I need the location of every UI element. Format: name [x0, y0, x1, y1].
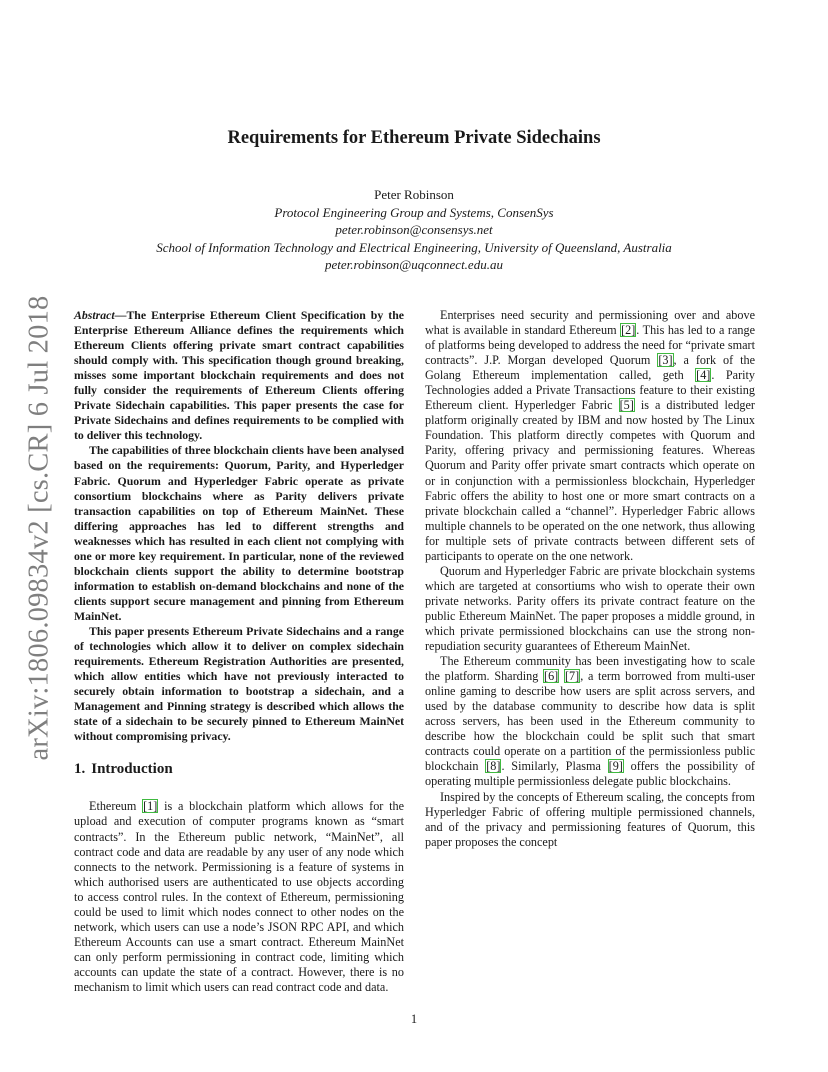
citation-link[interactable]: [7] [564, 669, 580, 684]
text-run: , a term borrowed from multi-user online gaming to describe how users are split across servers, and used by the database community to describe how data is split across servers, has been used in the Ethereum community to describe how the blockchain could be split such that smart contracts could operate on a partition of the permissionless public blockchain [425, 669, 755, 774]
text-run: . This has led to a range of platforms being developed to address the need for “private smart contracts”. J.P. Morgan developed Quorum [425, 323, 755, 368]
intro-paragraph-4 [425, 654, 755, 789]
intro-paragraph-5: Inspired by the concepts of Ethereum scaling, the concepts from Hyperledger Fabric of offering multiple permissioned channels, and of the privacy and permissioning features of Quorum, this paper proposes the concept [425, 789, 755, 849]
page-number: 1 [410, 1012, 418, 1026]
intro-paragraph-3: Quorum and Hyperledger Fabric are private blockchain systems which are targeted at consortiums who wish to operate their own private networks. Parity offers its private contract feature on the public Ethereum MainNet. The paper proposes a middle ground, in which private permissioned blockchains can use the strong non-repudiation security guarantees of Ethereum MainNet. [425, 563, 755, 654]
text-run: Enterprises need security and permissioning over and above what is available in standard Ethereum [425, 308, 755, 338]
text-run: is a blockchain platform which allows for the upload and execution of computer programs known as “smart contracts”. In the Ethereum public network, “MainNet”, all contract code and data are readable by any user of any node which connects to the network. Permissioning is a feature of systems in which authorised users are authenticated to use objects according to access control rules. In the context of Ethereum, permissioning could be used to limit which nodes connect to other nodes on the network, which users can use a node’s JSON RPC API, and which Ethereum Accounts can use a smart contract. Ethereum MainNet can only perform permissioning in contract code, limiting which accounts can update the state of a contract. However, there is no mechanism to limit which users can read contract code and data. [74, 799, 404, 994]
left-column [74, 308, 404, 995]
citation-link[interactable]: [4] [696, 368, 711, 383]
text-run: is a distributed ledger platform originally created by IBM and now hosted by The Linux Foundation. This platform directly competes with Quorum and Parity, offering privacy and permissioning features. Whereas Quorum and Parity offer private smart contracts which operate on or in conjunction with a permissionless blockchain, Hyperledger Fabric offers the ability to host one or more smart contracts on a private blockchain called a “channel”. Hyperledger Fabric allows multiple channels to be operated on the one network, thus allowing for multiple sets of private contracts between different sets of participants to operate on the one network. [425, 398, 755, 563]
arxiv-margin-stamp [14, 295, 64, 761]
arxiv-identifier: arXiv:1806.09834v2 [cs.CR] 6 Jul 2018 [23, 295, 54, 761]
text-run: , a fork of the Golang Ethereum implementation called, geth [425, 353, 755, 383]
text-run: offers the possibility of operating multiple permissionless delegate public blockchains. [425, 759, 755, 789]
abstract-text-1: —The Enterprise Ethereum Client Specification by the Enterprise Ethereum Alliance defines the requirements which Ethereum Clients offering private smart contract capabilities should comply with. This specification though ground breaking, misses some important blockchain requirements and does not fully consider the requirements of Ethereum Clients offering Private Sidechain capabilities. This paper presents the case for Private Sidechains and defines requirements to be complied with to deliver this technology. [74, 308, 404, 443]
author-affiliation-1: Protocol Engineering Group and Systems, ConsenSys [274, 204, 554, 220]
citation-link[interactable]: [6] [544, 669, 559, 684]
author-affiliation-2: School of Information Technology and Electrical Engineering, University of Queensland, Australia [156, 239, 672, 255]
abstract-paragraph-3: This paper presents Ethereum Private Sidechains and a range of technologies which allow it to deliver on complex sidechain requirements. Ethereum Registration Authorities are presented, which allow entities which have not previously interacted to securely obtain information to bootstrap a sidechain, and a Management and Pinning strategy is described which allows the state of a sidechain to be securely pinned to Ethereum MainNet without compromising privacy. [74, 623, 404, 744]
abstract-paragraph-2: The capabilities of three blockchain clients have been analysed based on the requirements: Quorum, Parity, and Hyperledger Fabric. Quorum and Hyperledger Fabric operate as private consortium blockchains where as Parity delivers private transaction capabilities on top of Ethereum MainNet. These differing approaches has led to different strengths and weaknesses which has resulted in each client not complying with one or more key requirement. In particular, none of the reviewed blockchain clients support the ability to determine bootstrap information to establish on-demand blockchains and none of the clients support secure management and pinning from Ethereum MainNet. [74, 443, 404, 623]
intro-paragraph-2 [425, 308, 755, 564]
citation-link[interactable]: [9] [608, 759, 623, 774]
text-run: Ethereum [89, 799, 143, 814]
abstract-paragraph-1 [74, 308, 404, 443]
author-block [0, 186, 828, 274]
text-run: . Parity Technologies added a Private Transactions feature to their existing Ethereum client. Hyperledger Fabric [425, 368, 755, 413]
intro-paragraph-1 [74, 799, 404, 995]
citation-link[interactable]: [2] [621, 323, 636, 338]
section-title: Introduction [91, 761, 173, 778]
text-run: . Similarly, Plasma [501, 759, 608, 774]
citation-link[interactable]: [1] [143, 799, 158, 814]
section-heading-introduction [74, 762, 404, 777]
citation-link[interactable]: [3] [658, 353, 673, 368]
citation-link[interactable]: [5] [619, 398, 634, 413]
right-column [425, 308, 755, 850]
text-run: The Ethereum community has been investigating how to scale the platform. Sharding [425, 654, 755, 684]
section-number: 1. [74, 761, 86, 778]
author-email-1[interactable]: peter.robinson@consensys.net [335, 222, 493, 237]
abstract-label: Abstract [74, 308, 115, 322]
abstract [74, 308, 404, 744]
author-email-2[interactable]: peter.robinson@uqconnect.edu.au [325, 257, 503, 272]
citation-link[interactable]: [8] [486, 759, 501, 774]
paper-title: Requirements for Ethereum Private Sidechains [227, 128, 601, 148]
author-name: Peter Robinson [374, 187, 454, 202]
